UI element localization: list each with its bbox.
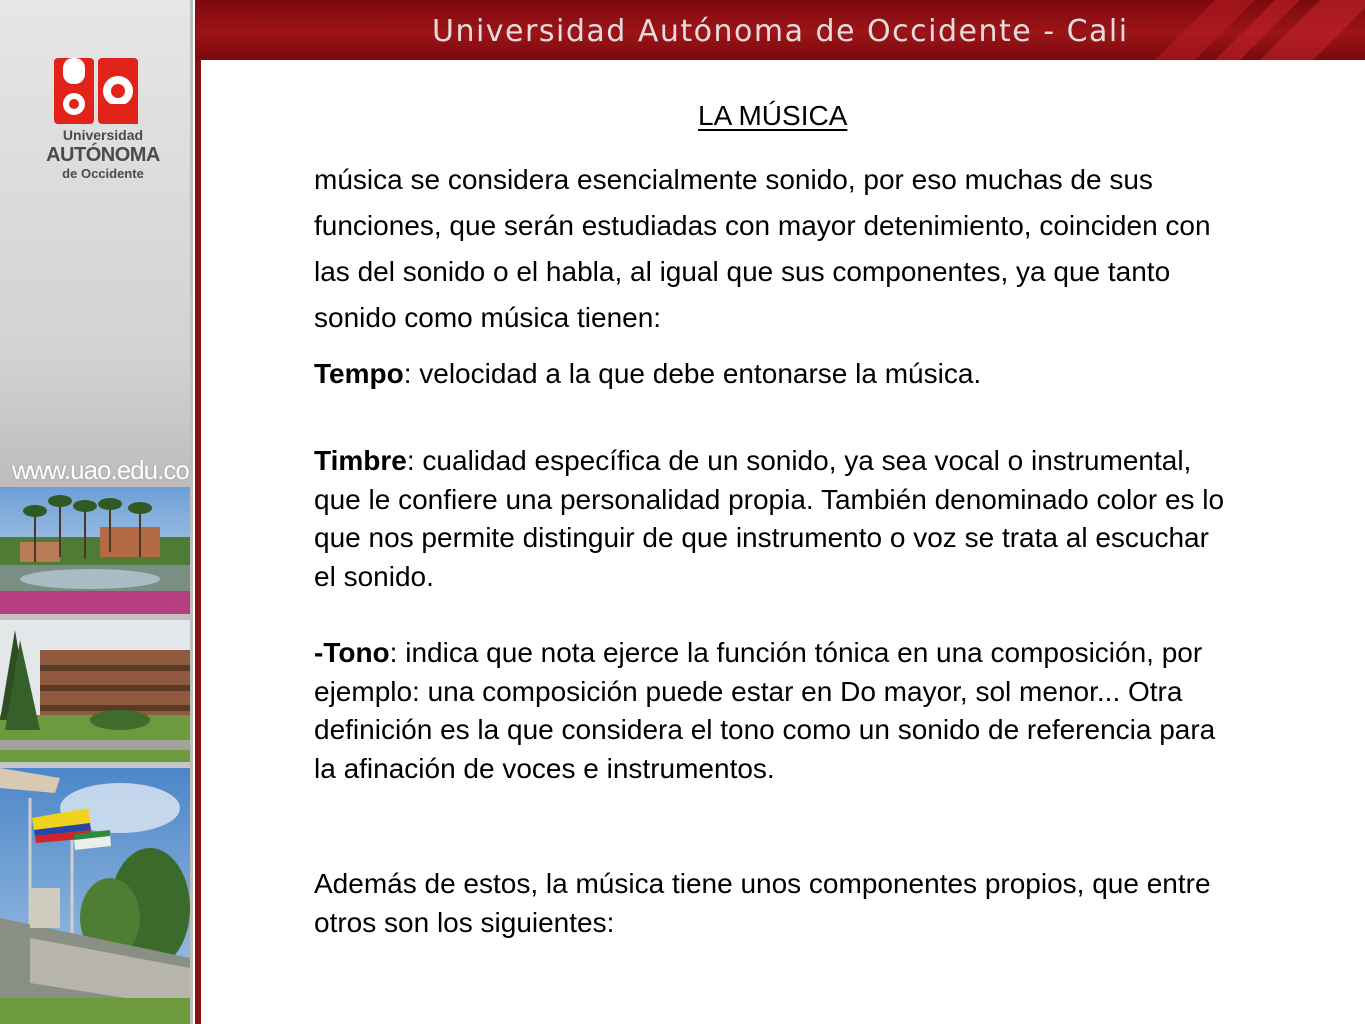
- header-title: Universidad Autónoma de Occidente - Cali: [432, 14, 1129, 49]
- definition-tono: [314, 634, 1234, 788]
- term-label: Tempo: [314, 358, 404, 389]
- campus-photo-building: [0, 620, 190, 762]
- intro-paragraph: música se considera esencialmente sonido, por eso muchas de sus funciones, que serán estudiadas con mayor detenimiento, coinciden con las del sonido o el habla, al igual que sus componentes, ya que tanto sonido como música tienen:: [314, 164, 1211, 333]
- term-definition: : velocidad a la que debe entonarse la música.: [403, 358, 982, 389]
- logo-text-line-2: AUTÓNOMA: [46, 144, 160, 166]
- term-definition: : indica que nota ejerce la función tónica en una composición, por ejemplo: una composición puede estar en Do mayor, sol menor... Otra definición es la que considera el tono como un sonido de referencia para la afinación de voces e instrumentos.: [314, 637, 1216, 784]
- campus-photo-flags: [0, 768, 190, 1024]
- definition-tempo: [314, 355, 1234, 393]
- closing-paragraph: Además de estos, la música tiene unos componentes propios, que entre otros son los siguientes:: [314, 868, 1211, 938]
- header-banner: [196, 0, 1365, 60]
- sidebar-divider: [190, 0, 204, 1024]
- uao-logo-icon: [54, 58, 140, 124]
- logo-text-line-3: de Occidente: [62, 166, 144, 181]
- term-label: Timbre: [314, 445, 407, 476]
- definition-timbre: [314, 442, 1234, 596]
- term-definition: : cualidad específica de un sonido, ya sea vocal o instrumental, que le confiere una personalidad propia. También denominado color es lo que nos permite distinguir de que instrumento o voz se trata al escuchar el sonido.: [314, 445, 1225, 592]
- website-url: www.uao.edu.co: [12, 455, 189, 485]
- document-title: LA MÚSICA: [698, 100, 848, 131]
- campus-photo-fountain: [0, 487, 190, 614]
- logo-text-line-1: Universidad: [62, 127, 144, 143]
- sidebar: [0, 0, 192, 1024]
- term-label: -Tono: [314, 637, 390, 668]
